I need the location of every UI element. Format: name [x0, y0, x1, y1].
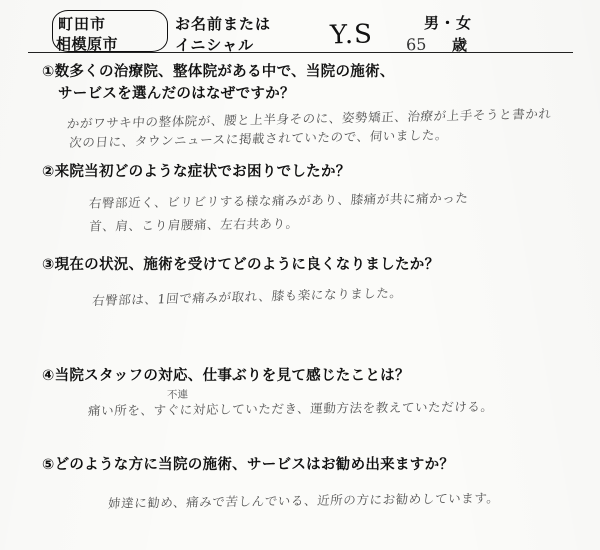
- question-5-number: ⑤: [42, 457, 55, 473]
- question-5-text-line1: どのような方に当院の施術、サービスはお勧め出来ますか？: [54, 457, 455, 473]
- question-3: [42, 255, 572, 277]
- answer-2: [86, 189, 469, 236]
- question-3-text-line1: 現在の状況、施術を受けてどのように良くなりましたか？: [54, 257, 440, 273]
- answer-4: [87, 398, 494, 421]
- name-field-label-line2: イニシャル: [175, 36, 255, 54]
- header-divider: [28, 52, 573, 53]
- question-4-text-line1: 当院スタッフの対応、仕事ぶりを見て感じたことは？: [54, 368, 410, 384]
- city-label-line1: 町田市: [58, 15, 107, 33]
- answer-2-line-2: 首、肩、こり肩腰痛、左右共あり。: [88, 215, 300, 234]
- answer-3: [91, 284, 403, 311]
- question-1-text-line1: 数多くの治療院、整体院がある中で、当院の施術、: [54, 64, 395, 80]
- question-1: [42, 62, 572, 106]
- question-1-number: ①: [42, 64, 55, 80]
- question-5: [42, 455, 572, 477]
- question-4: [42, 366, 572, 388]
- answer-5: [107, 489, 500, 513]
- form-header: [0, 4, 600, 54]
- city-label-line2: 相模原市: [56, 35, 119, 53]
- name-field-label-line1: お名前または: [175, 15, 272, 33]
- question-3-number: ③: [42, 257, 55, 273]
- answer-4-insert-note: 不連: [166, 388, 189, 402]
- answer-3-line-1: 右臀部は、1回で痛みが取れ、膝も楽になりました。: [91, 284, 404, 309]
- answer-1-line-1: かがワサキ中の整体院が、腰と上半身そのに、姿勢矯正、治療が上手そうと書かれ: [66, 105, 553, 132]
- answer-1-line-2: 次の日に、タウンニュースに掲載されていたので、伺いました。: [68, 126, 449, 150]
- answer-5-line-1: 姉達に勧め、痛みで苦しんでいる、近所の方にお勧めしています。: [107, 490, 501, 511]
- answer-1: [64, 105, 552, 153]
- answer-2-line-1: 右臀部近く、ビリビリする様な痛みがあり、膝痛が共に痛かった: [88, 190, 470, 211]
- name-handwritten-value: Y.S: [329, 19, 374, 51]
- question-2-number: ②: [42, 164, 55, 180]
- question-2-text-line1: 来院当初どのような症状でお困りでしたか？: [54, 164, 351, 180]
- question-1-text-line2: サービスを選んだのはなぜですか？: [58, 85, 295, 102]
- question-4-number: ④: [42, 368, 55, 384]
- age-unit-label: 歳: [452, 36, 469, 54]
- age-handwritten-value: 65: [405, 34, 427, 55]
- question-2: [42, 162, 572, 184]
- gender-label: 男・女: [424, 14, 473, 32]
- answer-4-line-1: 痛い所を、すぐに対応していただき、運動方法を教えていただける。: [87, 398, 495, 419]
